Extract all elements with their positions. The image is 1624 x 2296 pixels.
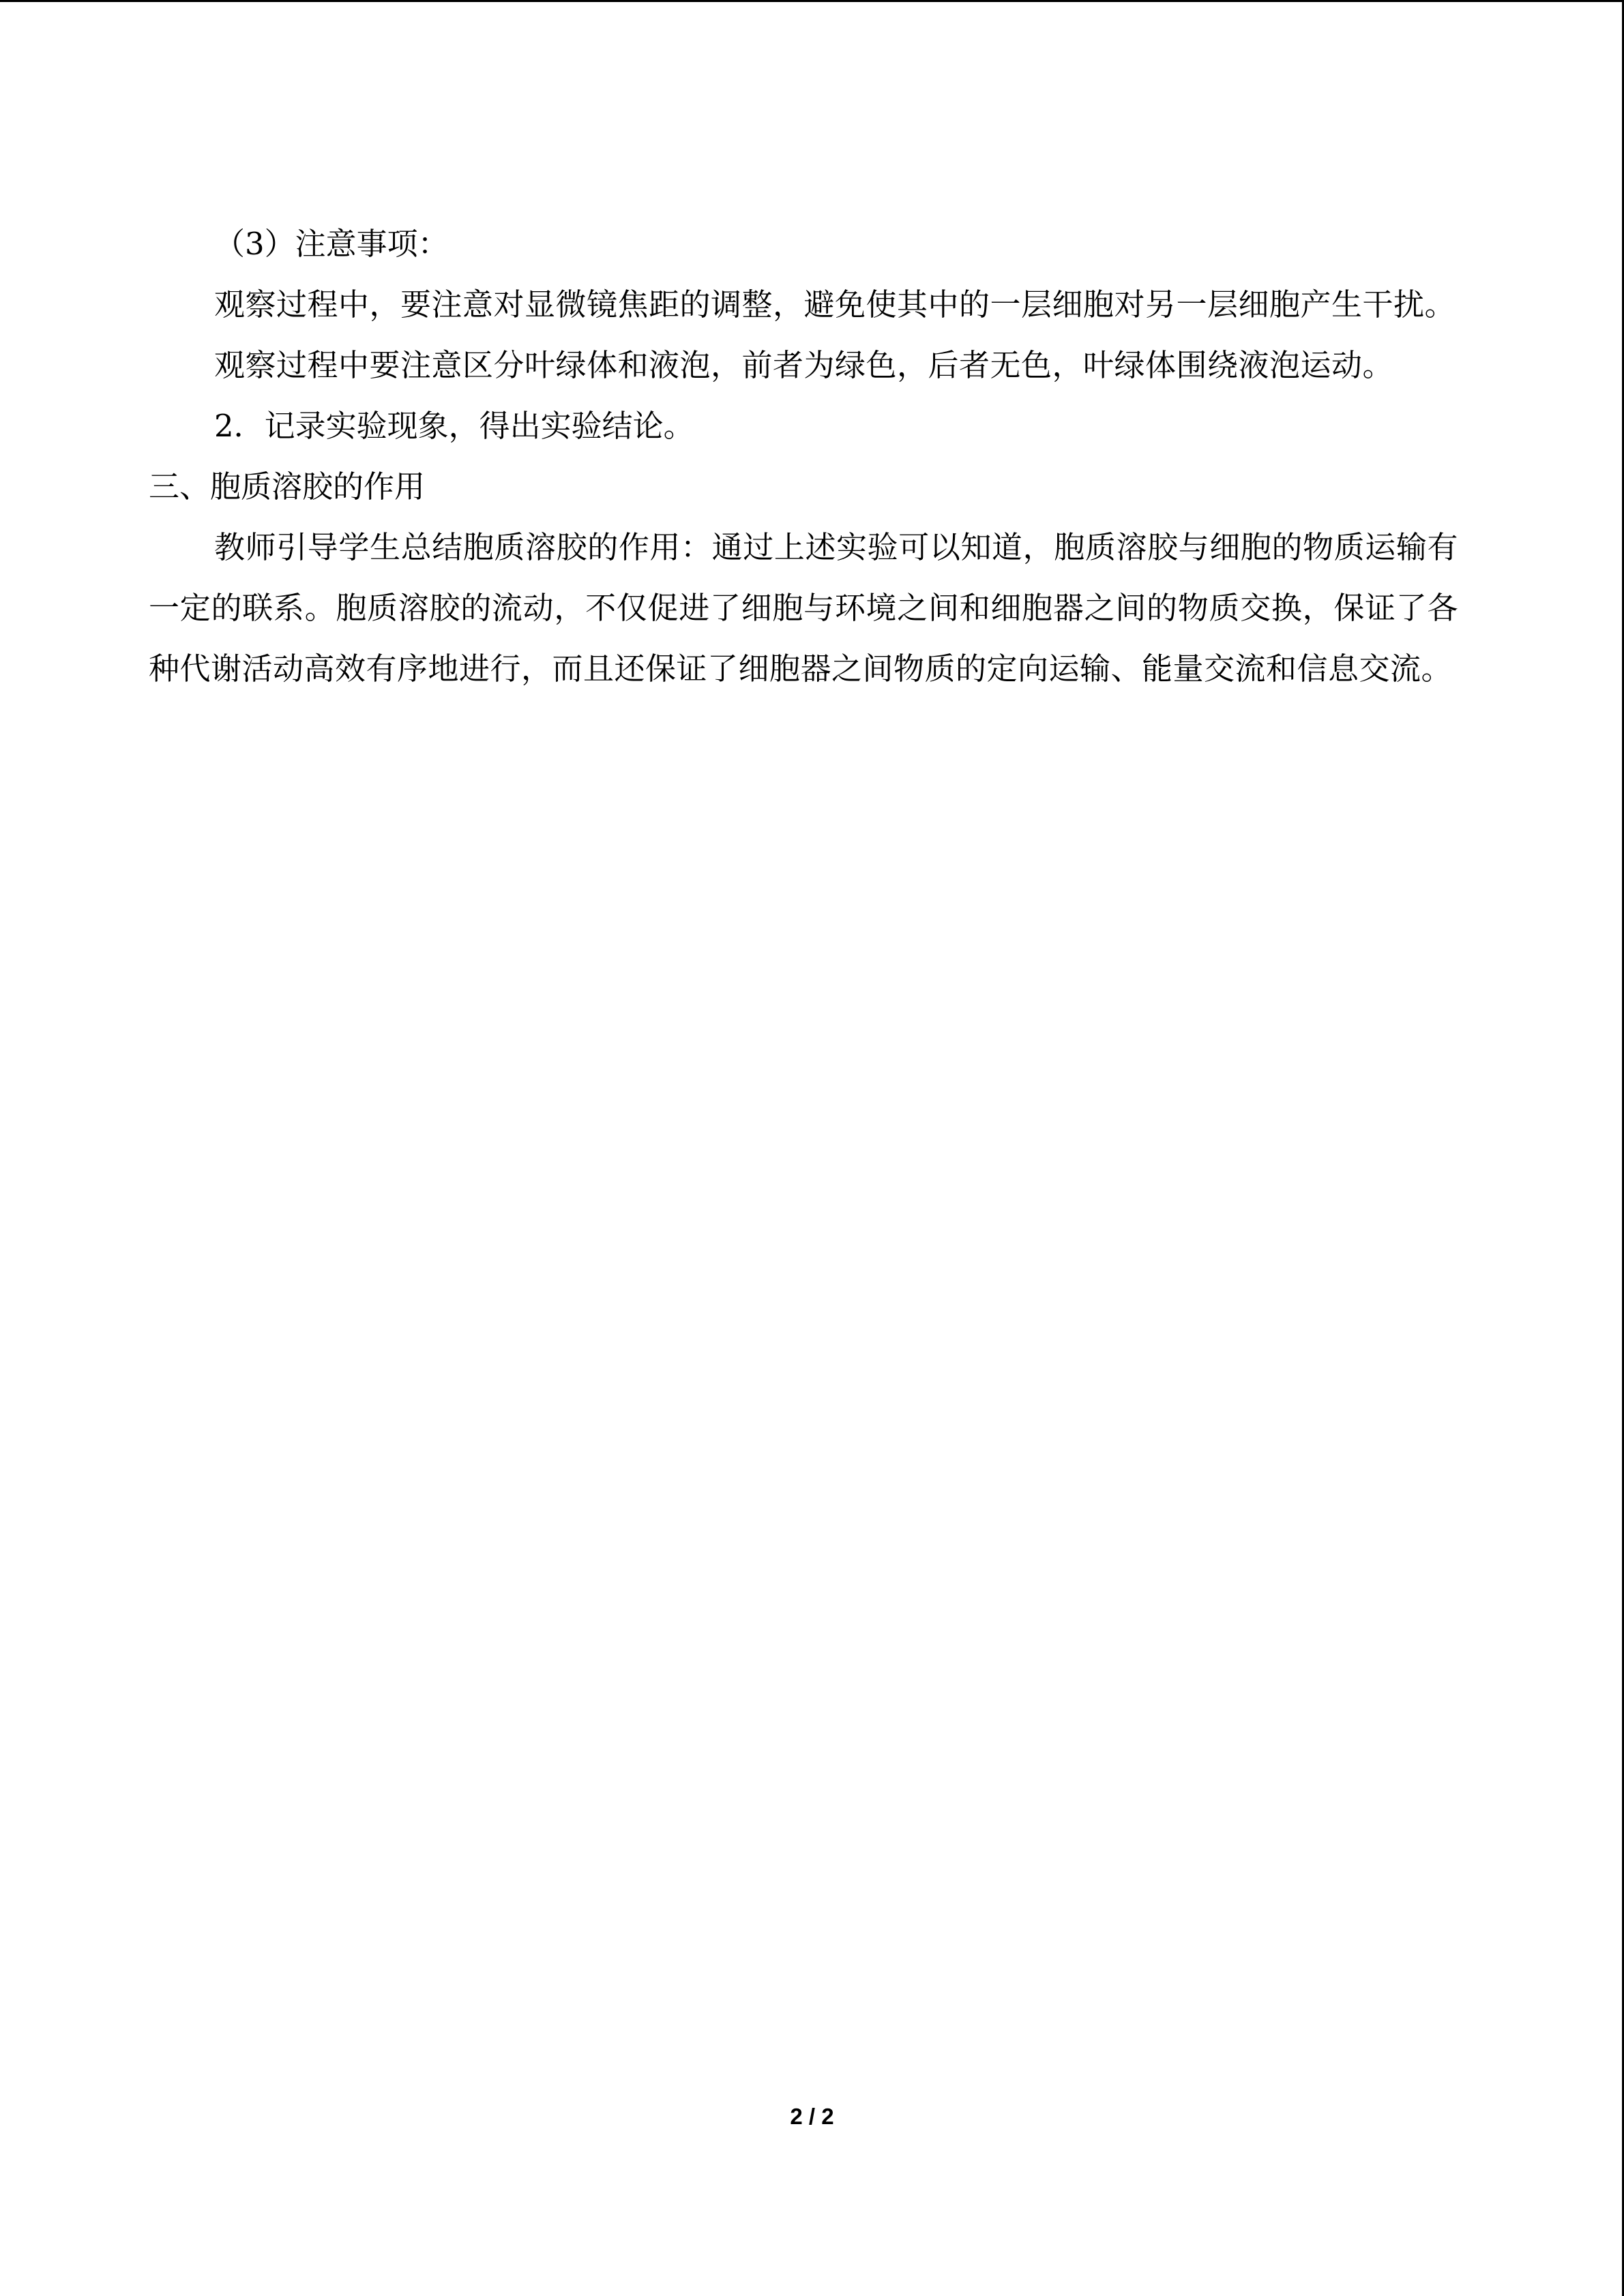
paragraph-distinguish-organelles: 观察过程中要注意区分叶绿体和液泡，前者为绿色，后者无色，叶绿体围绕液泡运动。 — [214, 347, 1394, 383]
step-2-heading: 2．记录实验现象，得出实验结论。 — [214, 408, 694, 444]
section-3-heading: 三、胞质溶胶的作用 — [149, 468, 426, 505]
paragraph-cytosol-function-summary: 教师引导学生总结胞质溶胶的作用：通过上述实验可以知道，胞质溶胶与细胞的物质运输有一定的联系。胞质溶胶的流动，不仅促进了细胞与环境之间和细胞器之间的物质交换，保证了各种代谢活动高效有序地进行，而且还保证了细胞器之间物质的定向运输、能量交流和信息交流。 — [149, 529, 1458, 687]
item-3-heading: （3）注意事项： — [214, 226, 449, 262]
page-number: 2 / 2 — [790, 2104, 834, 2129]
paragraph-focus-adjustment: 观察过程中，要注意对显微镜焦距的调整，避免使其中的一层细胞对另一层细胞产生干扰。 — [214, 286, 1456, 323]
document-body — [149, 213, 1458, 699]
